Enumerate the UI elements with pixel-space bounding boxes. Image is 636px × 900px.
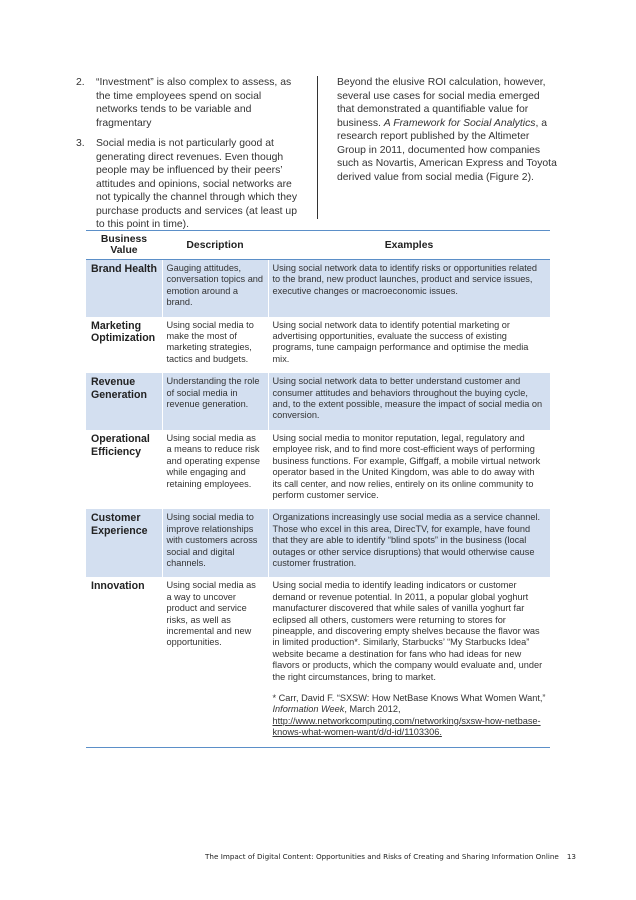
description-cell: Using social media as a way to uncover product and service risks, as well as incremental and new opportunities.: [162, 577, 268, 747]
business-value-table: [86, 230, 550, 748]
examples-text: Using social media to identify leading indicators or customer demand or revenue potential. In 2011, a popular global yoghurt manufacturer discovered that while sales of vanilla yoghurt far eclipsed all others, customers were returning to stores for pineapple, and discovering empty shelves because the flavor was in limited production*. Similarly, Starbucks’ “My Starbucks Idea” website became a destination for fans who had ideas for new flavors or products, which the company would evaluate and, under the right circumstances, bring to market.: [272, 580, 543, 682]
list-number: 2.: [76, 77, 85, 88]
business-value-cell: Revenue Generation: [86, 373, 162, 430]
footnote-publication: Information Week: [272, 704, 345, 715]
business-value-cell: Operational Efficiency: [91, 432, 150, 458]
description-cell: Using social media as a means to reduce risk and operating expense while engaging and retaining employees.: [162, 430, 268, 509]
page-number: 13: [566, 852, 576, 861]
examples-cell: [268, 577, 550, 747]
examples-cell: Using social network data to identify potential marketing or advertising opportunities, evaluate the success of existing programs, tune campaign performance and optimise the media mix.: [268, 317, 550, 374]
spacer: [273, 683, 547, 693]
table-row: [86, 317, 550, 374]
list-item: [76, 76, 300, 130]
paragraph-text: , a research report published by the Altimeter Group in 2011, documented how companies such as Novartis, American Express and Toyota derived value from social media (Figure 2).: [337, 117, 557, 183]
report-title: A Framework for Social Analytics: [383, 117, 536, 129]
header-description: Description: [162, 231, 268, 260]
paragraph-text: Beyond the elusive ROI calculation, however, several use cases for social media emerged that demonstrated a quantifiable value for business.: [337, 77, 546, 129]
description-cell: Understanding the role of social media in revenue generation.: [162, 373, 268, 430]
footnote: [273, 693, 546, 737]
examples-cell: Using social network data to identify risks or opportunities related to the brand, new product launches, product and service issues, executive changes or macroeconomic issues.: [268, 260, 550, 317]
examples-cell: Organizations increasingly use social media as a service channel. Those who excel in this area, DirecTV, for example, have found that they are able to identify “blind spots” in the business (local outages or other service disruptions) that would otherwise cause customer frustration.: [268, 509, 550, 577]
list-item: [76, 137, 300, 232]
business-value-cell: Innovation: [86, 577, 162, 747]
intro-columns: [76, 76, 557, 230]
table-row: [86, 509, 550, 577]
table-header-row: [86, 231, 550, 260]
footnote-text: * Carr, David F. “SXSW: How NetBase Knows What Women Want,”: [272, 693, 546, 703]
table-row: [86, 430, 550, 509]
header-examples: Examples: [268, 231, 550, 260]
header-business-value: Business Value: [86, 231, 162, 260]
description-cell: Using social media to improve relationships with customers across social and digital channels.: [162, 509, 268, 577]
column-divider: [317, 76, 318, 219]
examples-cell: Using social network data to better understand customer and consumer attitudes and behaviors throughout the buying cycle, and, to the extent possible, measure the impact of social media on conversion.: [268, 373, 550, 430]
footnote-link[interactable]: http://www.networkcomputing.com/networking/sxsw-how-netbase-knows-what-women-want/d/d-id/1103306.: [272, 715, 541, 738]
page-footer: [0, 852, 576, 861]
business-value-cell: Brand Health: [86, 260, 162, 317]
list-text: “Investment” is also complex to assess, as the time employees spend on social networks tends to be variable and fragmentary: [96, 77, 292, 129]
list-number: 3.: [76, 138, 85, 149]
numbered-list: [76, 76, 300, 239]
table-row: [86, 577, 550, 747]
description-cell: Gauging attitudes, conversation topics and emotion around a brand.: [162, 260, 268, 317]
body-paragraph: [337, 76, 557, 184]
examples-cell: Using social media to monitor reputation, legal, regulatory and employee risk, and to find more cost-efficient ways of performing business functions. For example, Giffgaff, a mobile virtual network operator based in the United Kingdom, was able to do away with its call center, and now relies, entirely on its online community to perform customer service.: [268, 430, 550, 509]
table-row: [86, 373, 550, 430]
right-column: [337, 76, 557, 184]
description-cell: Using social media to make the most of marketing strategies, tactics and budgets.: [162, 317, 268, 374]
footer-title: The Impact of Digital Content: Opportunities and Risks of Creating and Sharing Information Online: [205, 852, 559, 861]
list-text: Social media is not particularly good at generating direct revenues. Even though people may be influenced by their peers’ attitudes and opinions, social networks are not typically the channel through which they purchase products and services (at least up to this point in time).: [96, 138, 298, 230]
business-value-cell: Marketing Optimization: [91, 319, 156, 345]
business-value-cell: Customer Experience: [86, 509, 162, 577]
table-row: [86, 260, 550, 317]
footnote-date: , March 2012,: [344, 704, 401, 715]
